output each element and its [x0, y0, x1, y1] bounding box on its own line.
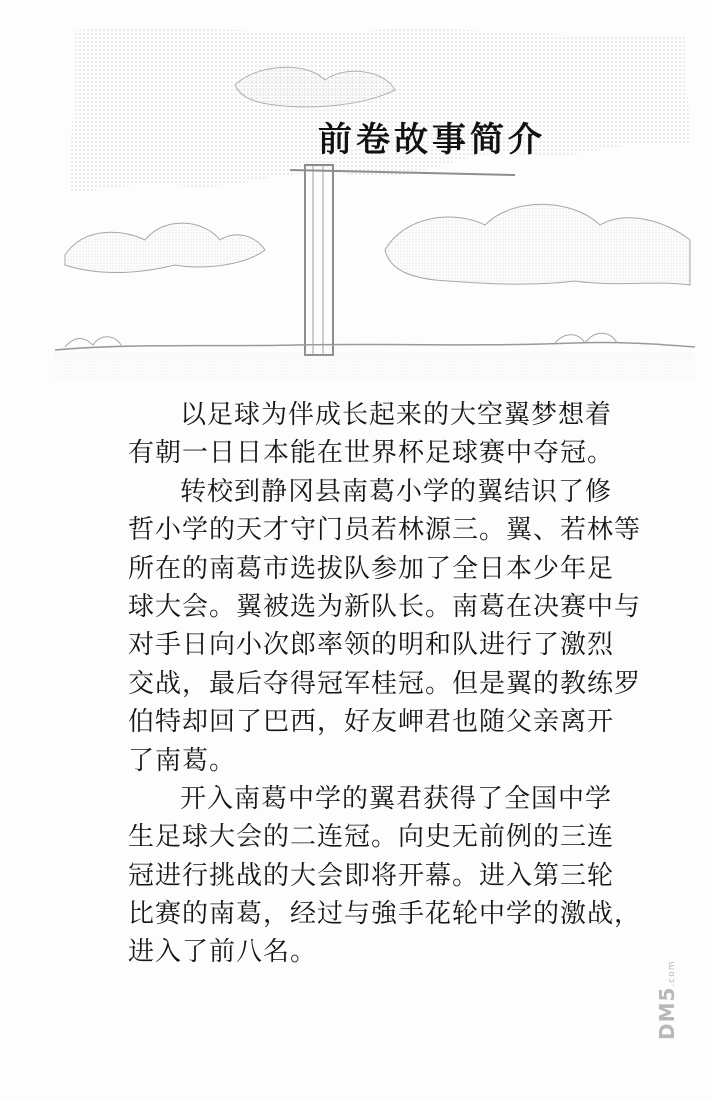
paragraph-2-line-2: 哲小学的天才守门员若林源三。翼、若林等	[128, 515, 642, 546]
paragraph-2-line-6: 交战，最后夺得冠军桂冠。但是翼的教练罗	[128, 668, 642, 699]
horizon	[55, 342, 695, 350]
paragraph-1-line-1: 以足球为伴成长起来的大空翼梦想着	[180, 400, 613, 430]
paragraph-3-line-4: 比赛的南葛，经过与強手花轮中学的激战，	[128, 899, 642, 930]
paragraph-2-line-1: 转校到静冈县南葛小学的翼结识了修	[180, 476, 613, 507]
sky-tone	[70, 29, 690, 191]
cloud-left	[65, 223, 265, 272]
ground-tone	[55, 351, 695, 381]
sky-landscape-illustration	[55, 25, 695, 385]
paragraph-3-line-2: 生足球大会的二连冠。向史无前例的三连	[128, 822, 615, 853]
paragraph-2-line-3: 所在的南葛市选拔队参加了全日本少年足	[128, 553, 615, 584]
paragraph-3-line-5: 进入了前八名。	[128, 937, 318, 968]
site-watermark	[655, 950, 679, 1040]
paragraph-2-line-7: 伯特却回了巴西，好友岬君也随父亲离开	[128, 707, 615, 738]
pole	[305, 165, 333, 355]
paragraph-3-line-1: 开入南葛中学的翼君获得了全国中学	[180, 783, 613, 814]
watermark-sub: .com	[667, 960, 677, 987]
paragraph-2-line-5: 对手日向小次郎率领的明和队进行了激烈	[128, 630, 615, 661]
paragraph-2-line-4: 球大会。翼被选为新队长。南葛在决赛中与	[128, 591, 642, 622]
story-summary	[128, 396, 688, 972]
page-title: 前卷故事简介	[318, 120, 546, 160]
paragraph-1-line-2: 有朝一日日本能在世界杯足球赛中夺冠。	[128, 438, 615, 469]
cloud-right	[385, 204, 690, 285]
paragraph-2-line-8: 了南葛。	[128, 745, 237, 776]
watermark-main: DM5	[655, 986, 679, 1040]
paragraph-3-line-3: 冠进行挑战的大会即将开幕。进入第三轮	[128, 860, 615, 891]
